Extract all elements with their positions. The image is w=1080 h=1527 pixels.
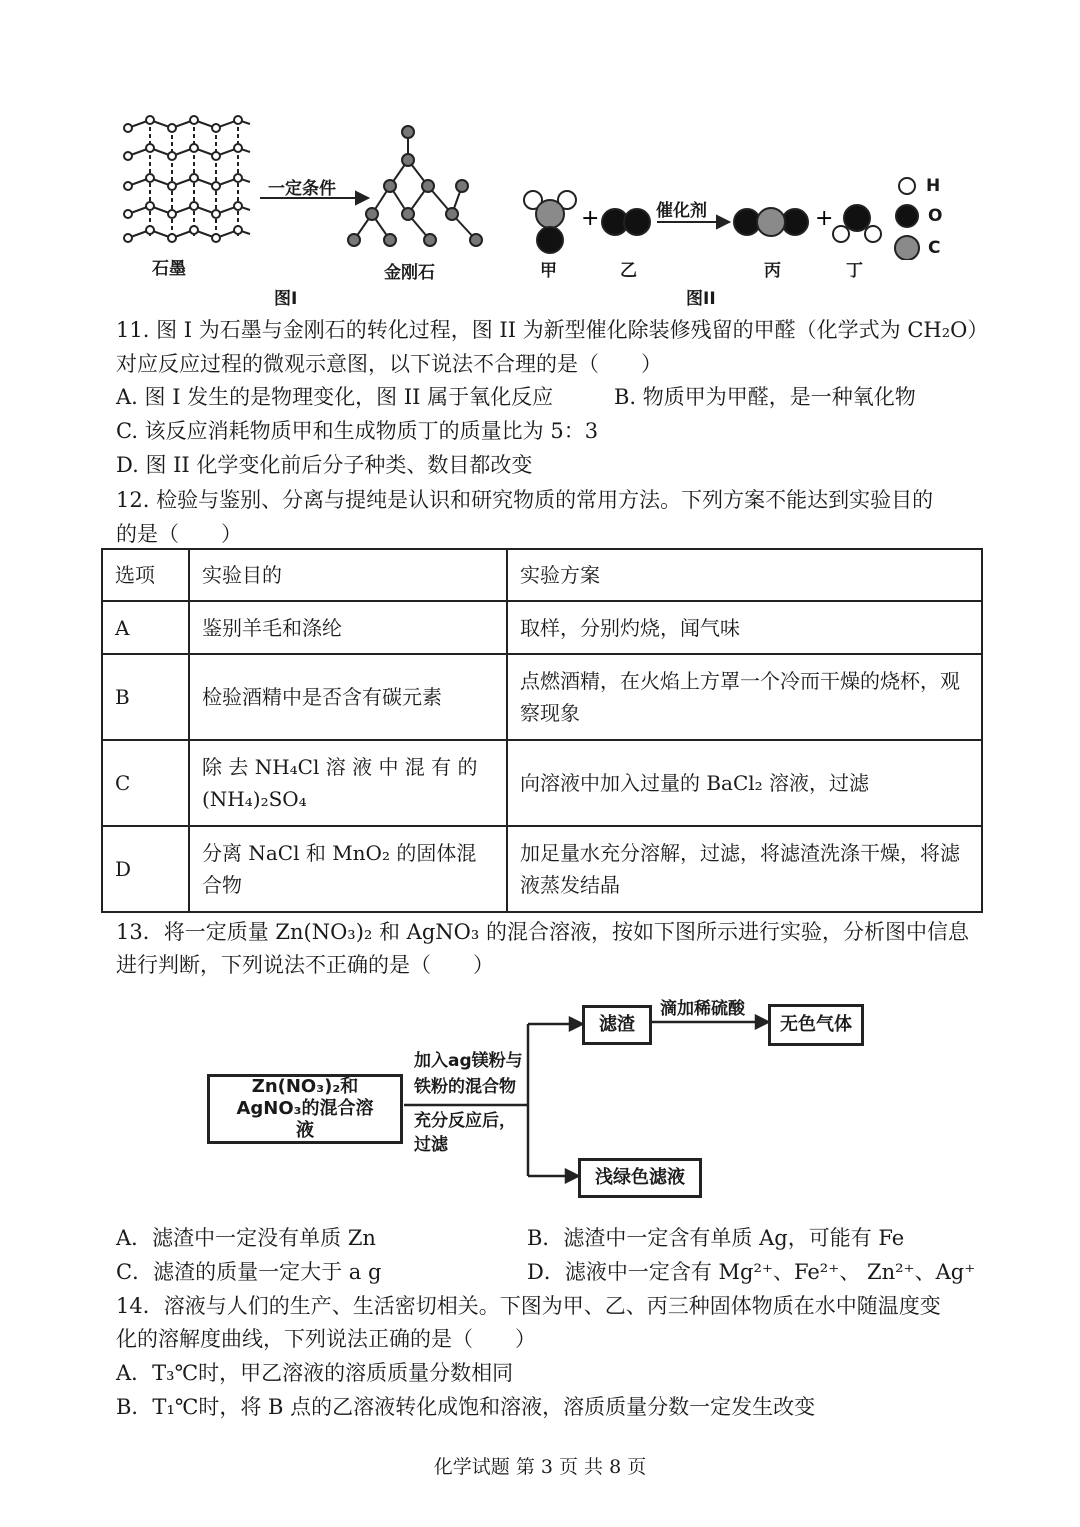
flow-react-line2: 过滤	[414, 1135, 448, 1155]
catalyst-label: 催化剂	[656, 201, 707, 221]
q11-stem-line2: 对应反应过程的微观示意图，以下说法不合理的是（ ）	[116, 352, 662, 376]
header-plan: 实验方案	[507, 549, 982, 601]
flow-add-line2: 铁粉的混合物	[414, 1077, 516, 1097]
q12-stem-line2: 的是（ ）	[116, 522, 242, 546]
condition-label: 一定条件	[268, 179, 336, 199]
flow-gas-box	[768, 1004, 864, 1046]
flow-start-box	[207, 1074, 403, 1144]
flow-filtrate-text: 浅绿色滤液	[595, 1167, 685, 1188]
flow-residue-text: 滤渣	[599, 1014, 635, 1035]
molecule-label-jia: 甲	[540, 261, 557, 281]
q13-option-c: C．滤渣的质量一定大于 a g	[116, 1260, 382, 1284]
plus-2: +	[815, 206, 834, 231]
flow-gas-text: 无色气体	[780, 1014, 852, 1035]
row-option: B	[102, 654, 189, 740]
row-plan: 向溶液中加入过量的 BaCl₂ 溶液，过滤	[507, 740, 982, 826]
q11-option-b: B. 物质甲为甲醛，是一种氧化物	[614, 385, 916, 409]
molecule-label-yi: 乙	[620, 261, 637, 281]
plus-1: +	[581, 206, 600, 231]
flow-start-text: Zn(NO₃)₂和AgNO₃的混合溶液	[236, 1076, 374, 1141]
legend-c: C	[928, 238, 941, 258]
q13-option-d: D．滤液中一定含有 Mg²⁺、Fe²⁺、 Zn²⁺、Ag⁺	[527, 1260, 976, 1284]
q13-option-b: B．滤渣中一定含有单质 Ag，可能有 Fe	[527, 1226, 905, 1250]
row-purpose: 除 去 NH₄Cl 溶 液 中 混 有 的 (NH₄)₂SO₄	[189, 740, 507, 826]
q13-stem-line2: 进行判断，下列说法不正确的是（ ）	[116, 953, 494, 977]
diamond-label: 金刚石	[384, 263, 435, 283]
q14-option-a: A．T₃℃时，甲乙溶液的溶质质量分数相同	[116, 1361, 514, 1385]
flow-acid-label: 滴加稀硫酸	[660, 999, 745, 1019]
flow-react-line1: 充分反应后，	[414, 1111, 516, 1131]
legend-o: O	[928, 206, 943, 226]
header-option: 选项	[102, 549, 189, 601]
q14-option-b: B．T₁℃时，将 B 点的乙溶液转化成饱和溶液，溶质质量分数一定发生改变	[116, 1395, 816, 1419]
q11-option-d: D. 图 II 化学变化前后分子种类、数目都改变	[116, 453, 533, 477]
row-plan: 加足量水充分溶解，过滤，将滤渣洗涤干燥，将滤液蒸发结晶	[507, 826, 982, 912]
legend-h: H	[926, 176, 941, 196]
figure-2-caption: 图II	[686, 289, 716, 309]
row-plan: 点燃酒精，在火焰上方罩一个冷而干燥的烧杯，观察现象	[507, 654, 982, 740]
row-purpose: 分离 NaCl 和 MnO₂ 的固体混合物	[189, 826, 507, 912]
header-purpose: 实验目的	[189, 549, 507, 601]
row-purpose: 检验酒精中是否含有碳元素	[189, 654, 507, 740]
q13-stem-line1: 13．将一定质量 Zn(NO₃)₂ 和 AgNO₃ 的混合溶液，按如下图所示进行实验，分析图中信息	[116, 920, 969, 944]
q13-option-a: A．滤渣中一定没有单质 Zn	[116, 1226, 376, 1250]
row-option: A	[102, 601, 189, 654]
flow-add-line1: 加入ag镁粉与	[414, 1051, 523, 1071]
molecule-label-ding: 丁	[846, 261, 863, 281]
q11-option-a: A. 图 I 发生的是物理变化，图 II 属于氧化反应	[116, 385, 554, 409]
q14-stem-line1: 14．溶液与人们的生产、生活密切相关。下图为甲、乙、丙三种固体物质在水中随温度变	[116, 1294, 941, 1318]
flow-filtrate-box	[578, 1158, 702, 1198]
molecule-label-bing: 丙	[764, 261, 781, 281]
row-option: C	[102, 740, 189, 826]
q12-stem-line1: 12. 检验与鉴别、分离与提纯是认识和研究物质的常用方法。下列方案不能达到实验目的	[116, 488, 934, 512]
page-footer: 化学试题 第 3 页 共 8 页	[433, 1456, 647, 1478]
row-plan: 取样，分别灼烧，闻气味	[507, 601, 982, 654]
flow-residue-box	[582, 1005, 652, 1045]
q11-option-c: C. 该反应消耗物质甲和生成物质丁的质量比为 5：3	[116, 419, 599, 443]
graphite-label: 石墨	[152, 259, 186, 279]
row-option: D	[102, 826, 189, 912]
q11-stem-line1: 11. 图 I 为石墨与金刚石的转化过程，图 II 为新型催化除装修残留的甲醛（化学式为 CH₂O）	[116, 318, 989, 342]
figure-1-caption: 图I	[274, 289, 298, 309]
q14-stem-line2: 化的溶解度曲线，下列说法正确的是（ ）	[116, 1327, 536, 1351]
row-purpose: 鉴别羊毛和涤纶	[189, 601, 507, 654]
